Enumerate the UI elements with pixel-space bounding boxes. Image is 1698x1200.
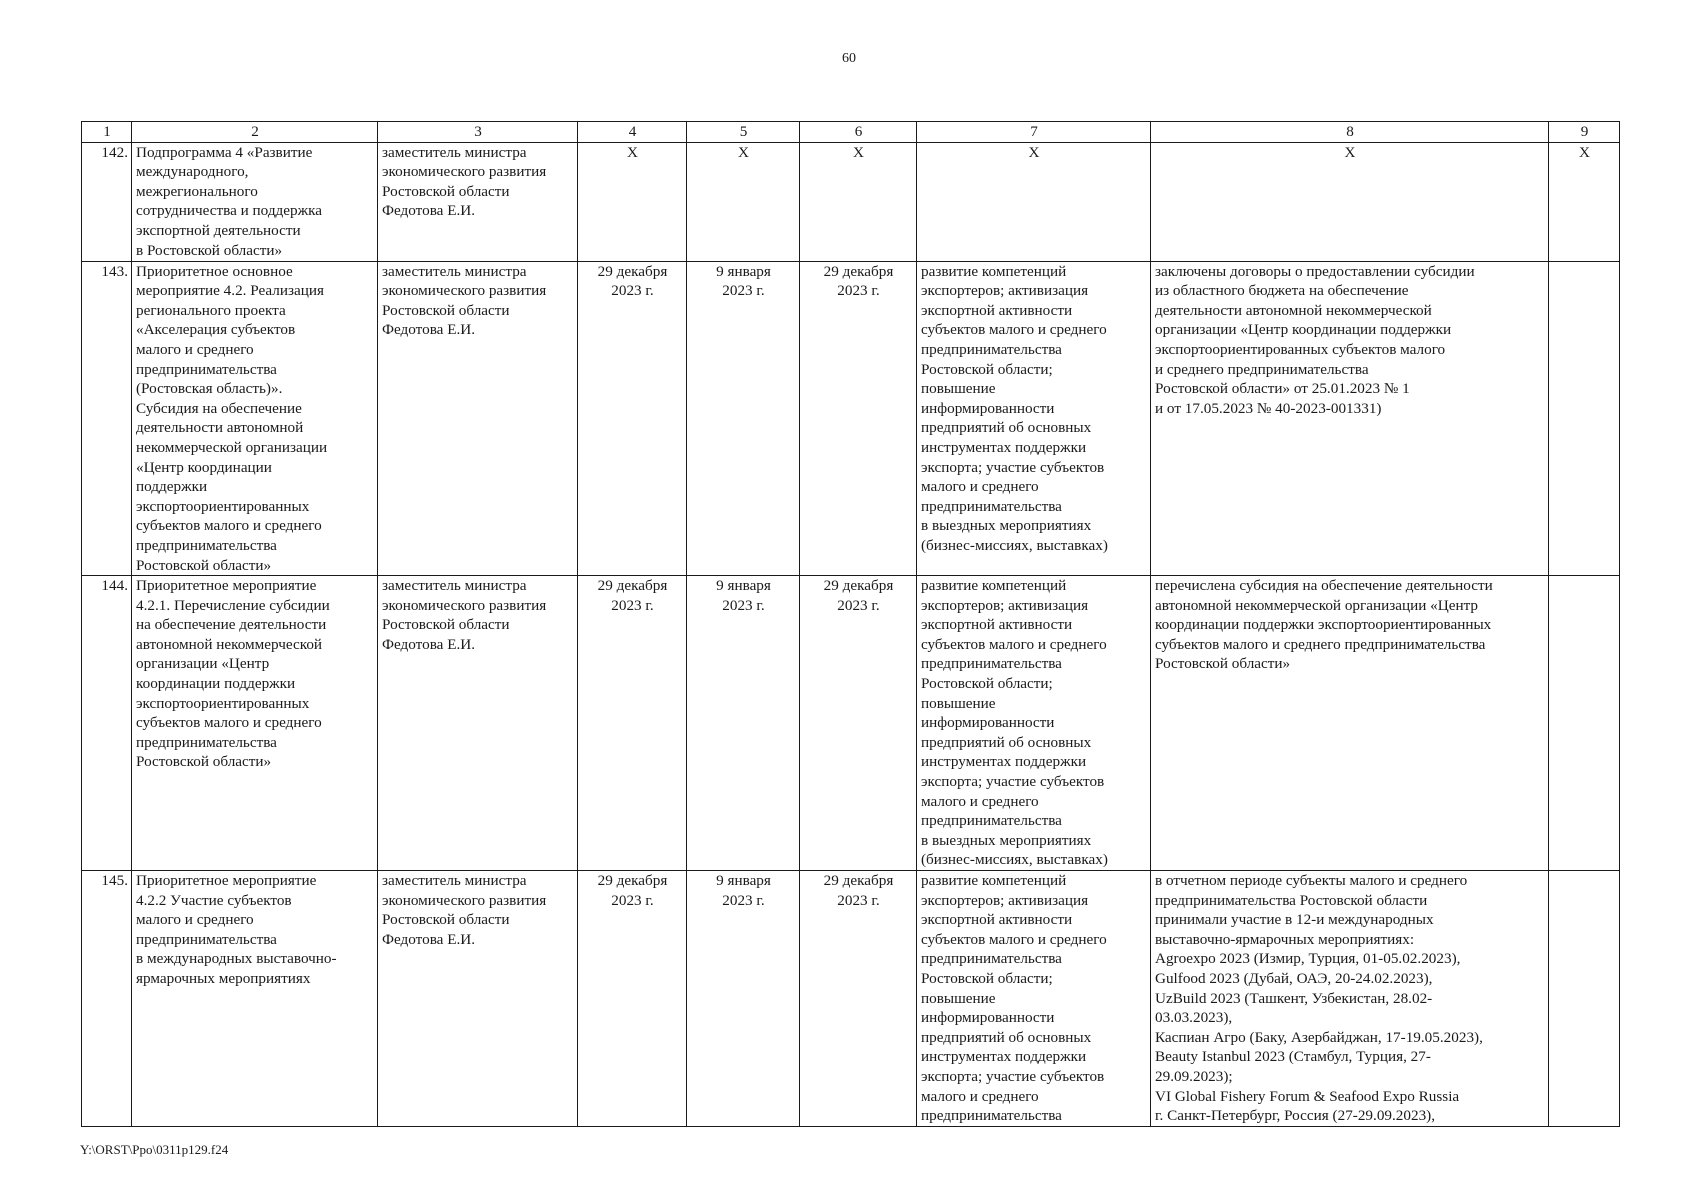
header-cell: 9: [1549, 122, 1620, 143]
planned-result: развитие компетенций экспортеров; активизация экспортной активности субъектов малого и среднего предпринимательства Ростовской области; повышение информированности предприятий об основных инструментах поддержки экспорта; участие субъектов малого и среднего предпринимательства в выездных мероприятиях (бизнес-миссиях, выставках): [917, 576, 1151, 871]
planned-result: развитие компетенций экспортеров; активизация экспортной активности субъектов малого и среднего предпринимательства Ростовской области; повышение информированности предприятий об основных инструментах поддержки экспорта; участие субъектов малого и среднего предпринимательства: [917, 871, 1151, 1127]
row-number: 145.: [82, 871, 132, 1127]
activity-name: Приоритетное основное мероприятие 4.2. Реализация регионального проекта «Акселерация субъектов малого и среднего предпринимательства (Ростовская область)». Субсидия на обеспечение деятельности автономной некоммерческой организации «Центр координации поддержки экспортоориентированных субъектов малого и среднего предпринимательства Ростовской области»: [132, 261, 378, 576]
actual-end-date: Х: [800, 142, 917, 261]
table-row: [82, 871, 1620, 1127]
activity-name: Приоритетное мероприятие 4.2.1. Перечисление субсидии на обеспечение деятельности автономной некоммерческой организации «Центр координации поддержки экспортоориентированных субъектов малого и среднего предпринимательства Ростовской области»: [132, 576, 378, 871]
actual-end-date: 29 декабря 2023 г.: [800, 576, 917, 871]
planned-result: развитие компетенций экспортеров; активизация экспортной активности субъектов малого и среднего предпринимательства Ростовской области; повышение информированности предприятий об основных инструментах поддержки экспорта; участие субъектов малого и среднего предпринимательства в выездных мероприятиях (бизнес-миссиях, выставках): [917, 261, 1151, 576]
remarks: [1549, 871, 1620, 1127]
planned-date: 29 декабря 2023 г.: [578, 871, 687, 1127]
header-cell: 4: [578, 122, 687, 143]
responsible-person: заместитель министра экономического развития Ростовской области Федотова Е.И.: [378, 576, 578, 871]
report-table: [81, 121, 1620, 1127]
actual-result: заключены договоры о предоставлении субсидии из областного бюджета на обеспечение деятельности автономной некоммерческой организации «Центр координации поддержки экспортоориентированных субъектов малого и среднего предпринимательства Ростовской области» от 25.01.2023 № 1 и от 17.05.2023 № 40-2023-001331): [1151, 261, 1549, 576]
remarks: [1549, 576, 1620, 871]
column-number-header-row: [82, 122, 1620, 143]
header-cell: 3: [378, 122, 578, 143]
remarks: Х: [1549, 142, 1620, 261]
planned-date: Х: [578, 142, 687, 261]
header-cell: 8: [1151, 122, 1549, 143]
file-path-footer: Y:\ORST\Ppo\0311p129.f24: [80, 1142, 229, 1157]
actual-start-date: 9 января 2023 г.: [687, 871, 800, 1127]
planned-date: 29 декабря 2023 г.: [578, 576, 687, 871]
table-row: [82, 261, 1620, 576]
header-cell: 2: [132, 122, 378, 143]
actual-result: перечислена субсидия на обеспечение деятельности автономной некоммерческой организации «Центр координации поддержки экспортоориентированных субъектов малого и среднего предпринимательства Ростовской области»: [1151, 576, 1549, 871]
responsible-person: заместитель министра экономического развития Ростовской области Федотова Е.И.: [378, 142, 578, 261]
activity-name: Подпрограмма 4 «Развитие международного, межрегионального сотрудничества и поддержка экспортной деятельности в Ростовской области»: [132, 142, 378, 261]
row-number: 142.: [82, 142, 132, 261]
actual-start-date: 9 января 2023 г.: [687, 261, 800, 576]
planned-date: 29 декабря 2023 г.: [578, 261, 687, 576]
actual-result: в отчетном периоде субъекты малого и среднего предпринимательства Ростовской области принимали участие в 12-и международных выставочно-ярмарочных мероприятиях: Agroexpo 2023 (Измир, Турция, 01-05.02.2023), Gulfood 2023 (Дубай, ОАЭ, 20-24.02.2023), UzBuild 2023 (Ташкент, Узбекистан, 28.02- 03.03.2023), Каспиан Агро (Баку, Азербайджан, 17-19.05.2023), Beauty Istanbul 2023 (Стамбул, Турция, 27- 29.09.2023); VI Global Fishery Forum & Seafood Expo Russia г. Санкт-Петербург, Россия (27-29.09.2023),: [1151, 871, 1549, 1127]
remarks: [1549, 261, 1620, 576]
actual-start-date: Х: [687, 142, 800, 261]
actual-end-date: 29 декабря 2023 г.: [800, 871, 917, 1127]
actual-start-date: 9 января 2023 г.: [687, 576, 800, 871]
header-cell: 6: [800, 122, 917, 143]
table-row: [82, 142, 1620, 261]
header-cell: 1: [82, 122, 132, 143]
row-number: 143.: [82, 261, 132, 576]
page-number: 60: [842, 51, 856, 66]
actual-result: Х: [1151, 142, 1549, 261]
activity-name: Приоритетное мероприятие 4.2.2 Участие субъектов малого и среднего предпринимательства в международных выставочно- ярмарочных мероприятиях: [132, 871, 378, 1127]
actual-end-date: 29 декабря 2023 г.: [800, 261, 917, 576]
table-row: [82, 576, 1620, 871]
responsible-person: заместитель министра экономического развития Ростовской области Федотова Е.И.: [378, 261, 578, 576]
responsible-person: заместитель министра экономического развития Ростовской области Федотова Е.И.: [378, 871, 578, 1127]
header-cell: 7: [917, 122, 1151, 143]
header-cell: 5: [687, 122, 800, 143]
planned-result: Х: [917, 142, 1151, 261]
row-number: 144.: [82, 576, 132, 871]
